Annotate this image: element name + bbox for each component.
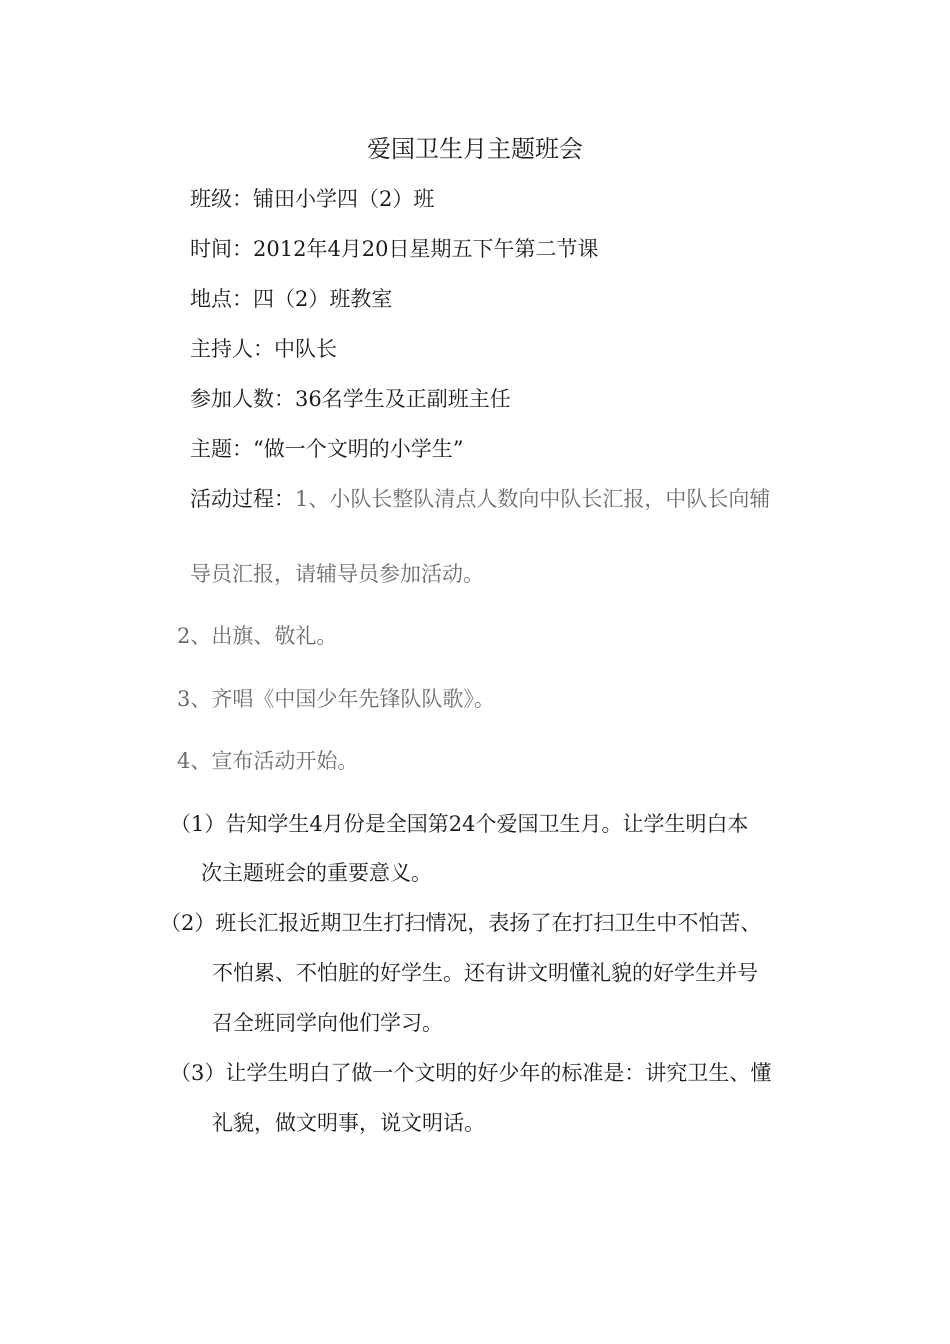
item2-line3: 召全班同学向他们学习。 [212, 1011, 443, 1035]
process-step2: 2、出旗、敬礼。 [177, 624, 338, 648]
theme-line: 主题：“做一个文明的小学生” [190, 437, 464, 461]
item2-line2: 不怕累、不怕脏的好学生。还有讲文明懂礼貌的好学生并号 [212, 961, 758, 985]
process-step3: 3、齐唱《中国少年先锋队队歌》。 [177, 687, 495, 711]
participants-line: 参加人数：36名学生及正副班主任 [190, 387, 511, 411]
host-line: 主持人：中队长 [190, 337, 337, 361]
time-line: 时间：2012年4月20日星期五下午第二节课 [190, 237, 599, 261]
item3-line2: 礼貌，做文明事，说文明话。 [212, 1111, 485, 1135]
item2-line1: （2）班长汇报近期卫生打扫情况，表扬了在打扫卫生中不怕苦、 [160, 911, 762, 935]
process-step1-text: 1、小队长整队清点人数向中队长汇报，中队长向辅 [295, 487, 771, 511]
item1-line2: 次主题班会的重要意义。 [201, 861, 432, 885]
process-step4: 4、宣布活动开始。 [177, 749, 359, 773]
process-line [190, 484, 770, 514]
place-line: 地点：四（2）班教室 [190, 287, 393, 311]
document-title: 爱国卫生月主题班会 [367, 135, 583, 163]
class-line: 班级：铺田小学四（2）班 [190, 187, 435, 211]
item1-line1: （1）告知学生4月份是全国第24个爱国卫生月。让学生明白本 [170, 812, 749, 836]
process-step1-continued: 导员汇报，请辅导员参加活动。 [190, 562, 484, 586]
item3-line1: （3）让学生明白了做一个文明的好少年的标准是：讲究卫生、懂 [170, 1061, 772, 1085]
process-label: 活动过程： [190, 487, 295, 511]
